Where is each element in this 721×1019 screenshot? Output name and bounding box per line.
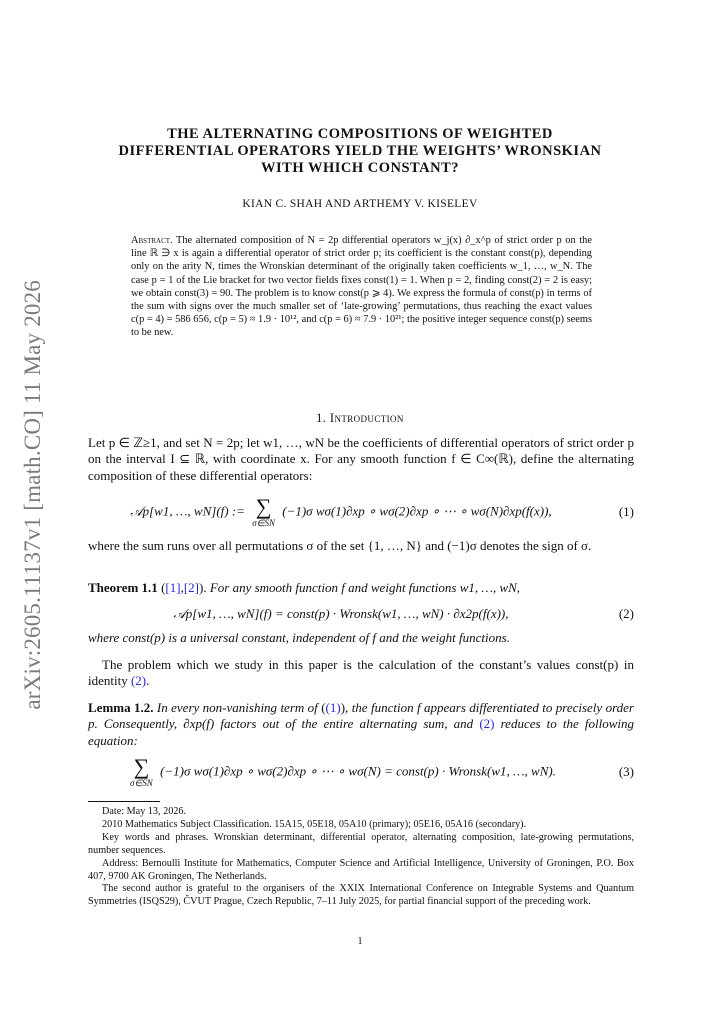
lemma-text-3: reduces to the following equation: xyxy=(88,716,635,748)
footnote-thanks: The second author is grateful to the organisers of the XXIX International Conference on Integrable Systems and Quantum Symmetries (ISQS29), ČVUT Prague, Czech Republic, 7–11 July 2025, for partial financial support of the preceding work. xyxy=(88,883,634,908)
equation-1-formula xyxy=(88,493,594,529)
page-number: 1 xyxy=(357,936,363,947)
paper-authors: KIAN C. SHAH AND ARTHEMY V. KISELEV xyxy=(242,198,478,210)
equation-ref-link[interactable]: (1) xyxy=(325,700,341,715)
abstract xyxy=(131,234,592,340)
problem-paragraph xyxy=(88,657,634,690)
summation-symbol: ∑ σ∈SN xyxy=(252,493,275,528)
equation-1-lhs: 𝒜p[w1, …, wN](f) := xyxy=(130,502,245,518)
equation-3-formula xyxy=(88,753,594,789)
lemma-text-1: In every non-vanishing term of xyxy=(156,700,318,715)
summation-index: σ∈SN xyxy=(252,517,275,528)
summation-symbol: ∑ σ∈SN xyxy=(130,753,153,788)
abstract-label: Abstract. xyxy=(131,235,173,246)
footnote-msc: 2010 Mathematics Subject Classification. 15A15, 05E18, 05A10 (primary); 05E16, 05A16 (secondary). xyxy=(102,818,527,830)
equation-2-number: (2) xyxy=(618,606,634,621)
paper-title xyxy=(80,126,640,177)
equation-2-formula: 𝒜p[w1, …, wN](f) = const(p) · Wronsk(w1, …, wN) · ∂x2p(f(x)), xyxy=(173,606,509,621)
after-equation-1-text: where the sum runs over all permutations σ of the set {1, …, N} and (−1)σ denotes the sign of σ. xyxy=(88,538,592,553)
lemma-1-2: Lemma 1.2. In every non-vanishing term of ((1)), the function f appears differentiated to precisely order p. Consequently, ∂xp(f) factors out of the entire alternating sum, and (2) reduces to the following equation: xyxy=(88,700,635,748)
section-heading xyxy=(80,411,640,426)
citation-link[interactable]: [1] xyxy=(165,580,181,595)
period: . xyxy=(146,673,150,689)
footnotes xyxy=(88,806,634,909)
title-line: THE ALTERNATING COMPOSITIONS OF WEIGHTED xyxy=(167,126,553,142)
arxiv-identifier-stamp[interactable]: arXiv:2605.11137v1 [math.CO] 11 May 2026 xyxy=(20,280,45,710)
title-line: DIFFERENTIAL OPERATORS YIELD THE WEIGHTS’ WRONSKIAN xyxy=(118,143,602,159)
intro-paragraph: Let p ∈ ℤ≥1, and set N = 2p; let w1, …, wN be the coefficients of differential operators of strict order p on the interval I ⊆ ℝ, with coordinate x. For any smooth function f ∈ C∞(ℝ), define the alternating composition of these differential operators: xyxy=(88,435,634,483)
equation-3 xyxy=(88,752,634,792)
equation-2 xyxy=(88,603,634,625)
theorem-statement: For any smooth function f and weight functions w1, …, wN, xyxy=(209,580,521,595)
problem-text: The problem which we study in this paper is the calculation of the constant’s values const(p) in identity xyxy=(88,657,634,689)
footnote-date: Date: May 13, 2026. xyxy=(102,806,187,817)
footnote-address: Address: Bernoulli Institute for Mathematics, Computer Science and Artificial Intelligence, University of Groningen, P.O. Box 407, 9700 AK Groningen, The Netherlands. xyxy=(88,857,634,882)
citation-link[interactable]: [2] xyxy=(183,580,199,595)
equation-3-body: (−1)σ wσ(1)∂xp ∘ wσ(2)∂xp ∘ ⋯ ∘ wσ(N) = const(p) · Wronsk(w1, …, wN). xyxy=(160,762,556,778)
lemma-text-2: , the function f appears differentiated to precisely order p. Consequently, ∂xp(f) factors out of the entire alternating sum, and xyxy=(88,700,634,732)
theorem-heading: Theorem 1.1 xyxy=(88,580,158,595)
lemma-heading: Lemma 1.2. xyxy=(88,700,154,715)
equation-ref-link[interactable]: (2) xyxy=(130,673,147,689)
equation-1-rhs: (−1)σ wσ(1)∂xp ∘ wσ(2)∂xp ∘ ⋯ ∘ wσ(N)∂xp(f(x)), xyxy=(282,502,552,518)
theorem-1-1: Theorem 1.1 ([1],[2]). For any smooth function f and weight functions w1, …, wN, xyxy=(88,580,521,595)
equation-3-number: (3) xyxy=(618,764,634,779)
summation-index: σ∈SN xyxy=(130,777,153,788)
section-number: 1. xyxy=(316,411,327,425)
equation-1-number: (1) xyxy=(618,504,634,519)
equation-1 xyxy=(88,492,634,532)
footnote-rule xyxy=(88,801,160,802)
footnote-keywords: Key words and phrases. Wronskian determinant, differential operator, alternating composition, late-growing permutations, number sequences. xyxy=(88,831,634,856)
theorem-tail: where const(p) is a universal constant, independent of f and the weight functions. xyxy=(88,630,510,645)
equation-ref-link[interactable]: (2) xyxy=(479,716,495,732)
title-line: WITH WHICH CONSTANT? xyxy=(261,160,459,176)
abstract-text: The alternated composition of N = 2p differential operators w_j(x) ∂_x^p of strict order p on the line ℝ ∋ x is again a differential operator of strict order p; its coefficient is the constant const(p), depending only on the arity N, times the Wronskian determinant of the originally taken coefficients w_1, …, w_N. The case p = 1 of the Lie bracket for two vector fields fixes const(1) = 1. When p = 2, finding const(2) = 2 is easy; we obtain const(3) = 90. The problem is to know const(p ⩾ 4). We express the formula of const(p) in terms of the sum with signs over the much smaller set of ‘late-growing’ permutations, thus reaching the exact values c(p = 4) = 586 656, c(p = 5) ≈ 1.9 · 10¹², and c(p = 6) ≈ 7.9 · 10²¹; the positive integer sequence const(p) seems to be new. xyxy=(131,235,592,339)
section-title: Introduction xyxy=(329,411,404,425)
